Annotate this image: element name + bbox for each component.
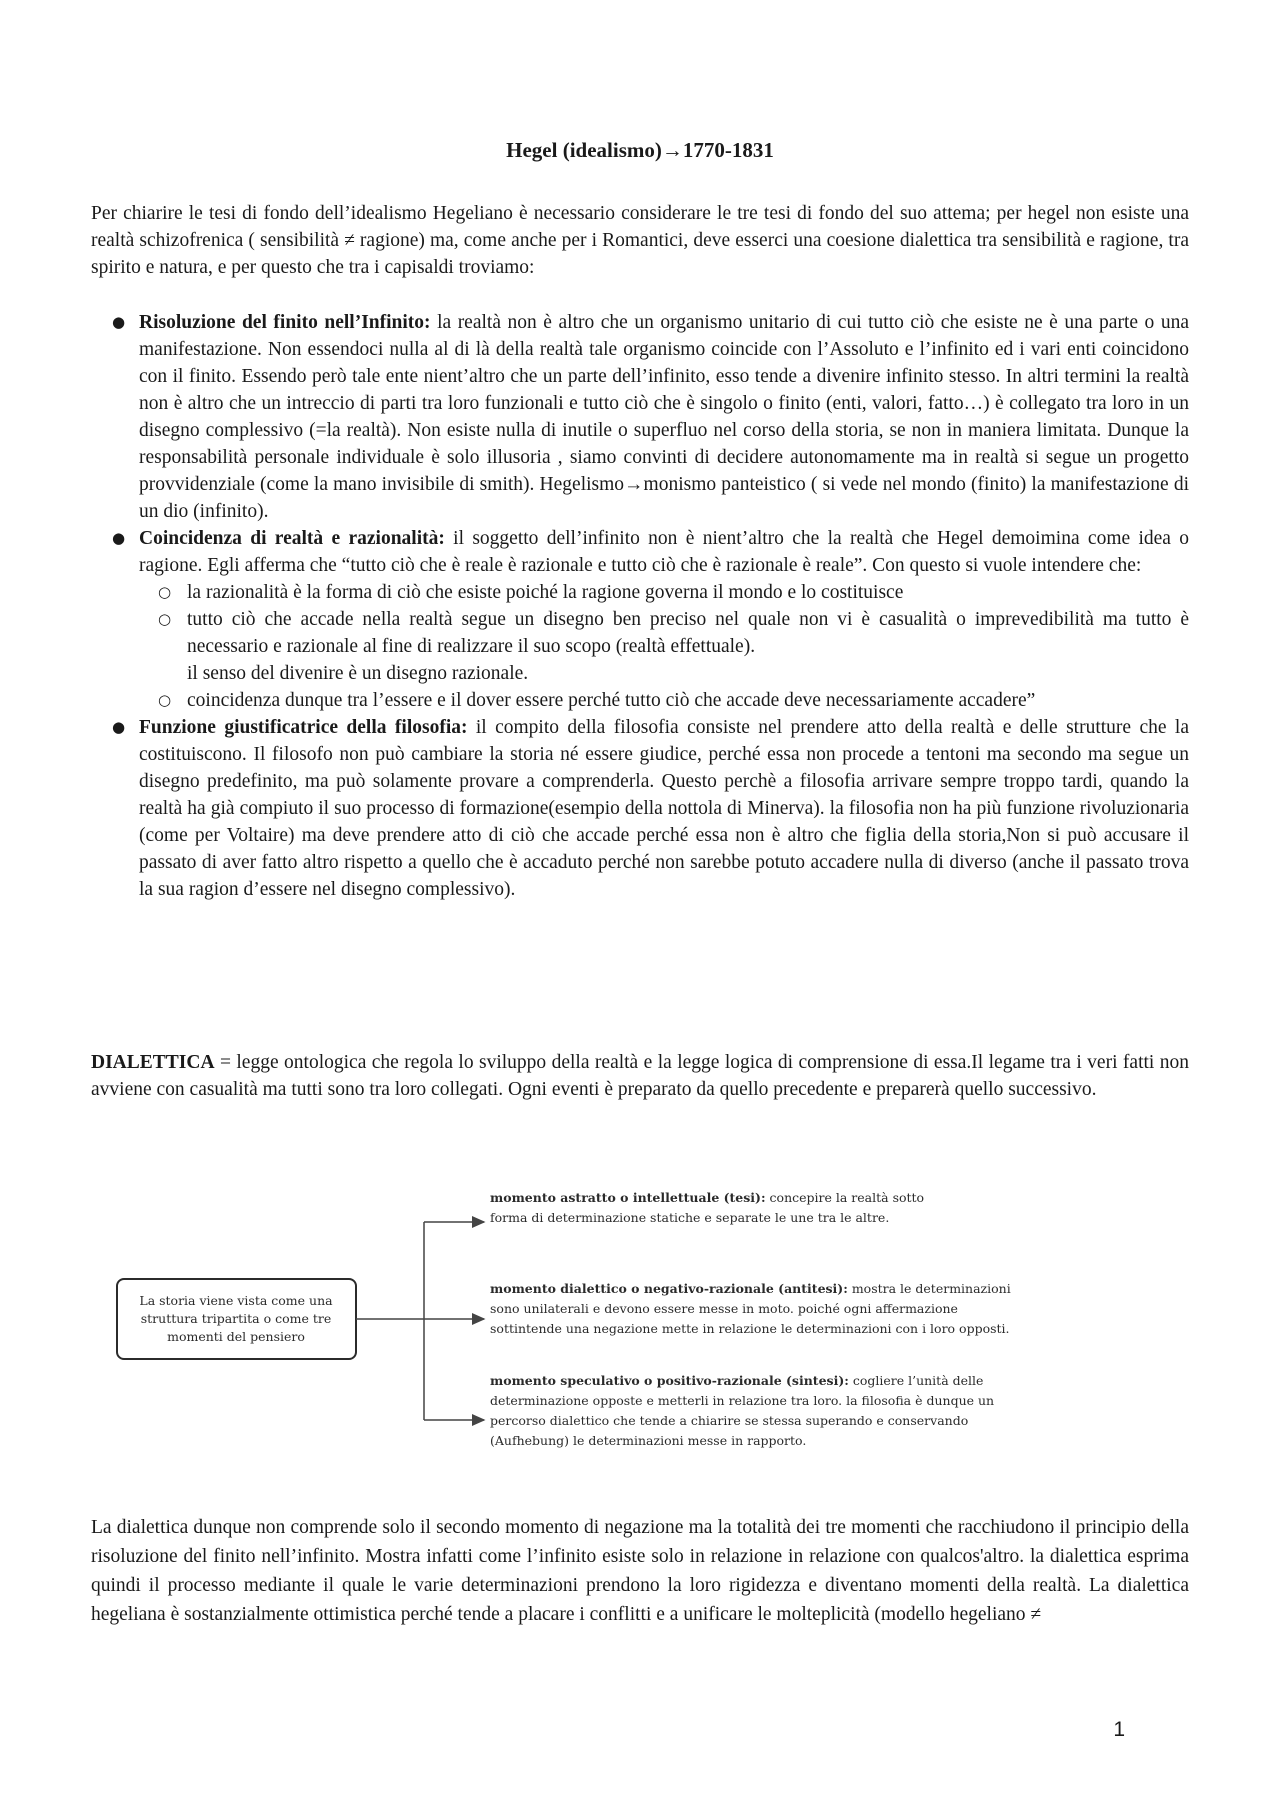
diagram-box-line: La storia viene vista come una — [139, 1293, 333, 1308]
intro-paragraph: Per chiarire le tesi di fondo dell’idealismo Hegeliano è necessario considerare le tre tesi di fondo del suo attema; per hegel non esiste una realtà schizofrenica ( sensibilità ≠ ragione) ma, come anche per i Romantici, deve esserci una coesione dialettica tra sensibilità e ragione, tra spirito e natura, e per questo che tra i capisaldi troviamo: — [91, 203, 1189, 278]
page-title: Hegel (idealismo)→1770-1831 — [506, 138, 774, 162]
branch-antithesis-line: sottintende una negazione mette in relazione le determinazioni con i loro opposti. — [490, 1321, 1010, 1336]
sub-item-extra: il senso del divenire è un disegno razionale. — [187, 663, 529, 684]
branch-synthesis-line: momento speculativo o positivo-razionale (sintesi): cogliere l’unità delle — [490, 1373, 984, 1388]
bullet-text: la realtà non è altro che un organismo unitario di cui tutto ciò che esiste ne è una parte o una manifestazione. Non essendoci nulla al di là della realtà tale organismo coincide con l’Assoluto e l’infinito ed i vari enti coincidono con il finito. Essendo però tale ente nient’altro che un parte dell’infinito, esso tende a divenire infinito stesso. In altri termini la realtà non è altro che un intreccio di parti tra loro funzionali e tutto ciò che è singolo o finito (enti, valori, fatto…) è collegato tra loro in un disegno complessivo (=la realtà). Non esiste nulla di inutile o superfluo nel corso della storia, se non in maniera limitata. Dunque la responsabilità personale individuale è solo illusoria , siamo convinti di decidere autonomamente ma in realtà si segue un progetto provvidenziale (come la mano invisibile di smith). Hegelismo→monismo panteistico ( si vede nel mondo (finito) la manifestazione di un dio (infinito). — [139, 312, 1190, 522]
bullet-heading: Coincidenza di realtà e razionalità: — [139, 528, 445, 549]
dialettica-text: = legge ontologica che regola lo sviluppo della realtà e la legge logica di comprensione di essa.Il legame tra i veri fatti non avviene con casualità ma tutti sono tra loro collegati. Ogni eventi è preparato da quello precedente e preparerà quello successivo. — [91, 1052, 1189, 1100]
sub-item-text: coincidenza dunque tra l’essere e il dover essere perché tutto ciò che accade deve necessariamente accadere” — [187, 690, 1036, 711]
branch-synthesis-line: percorso dialettico che tende a chiarire se stessa superando e conservando — [490, 1413, 969, 1428]
bullet-heading: Risoluzione del finito nell’Infinito: — [139, 312, 431, 333]
diagram-box-line: struttura tripartita o come tre — [140, 1311, 332, 1326]
bullet-text: il soggetto dell’infinito non è nient’altro che la realtà che Hegel demoimina come idea o ragione. Egli afferma che “tutto ciò che è reale è razionale e tutto ciò che è razionale è reale”. Con questo si vuole intendere che: — [139, 528, 1189, 576]
sub-item-text: la razionalità è la forma di ciò che esiste poiché la ragione governa il mondo e lo costituisce — [187, 582, 904, 603]
bullet-heading: Funzione giustificatrice della filosofia: — [139, 717, 468, 738]
branch-antithesis-line: momento dialettico o negativo-razionale (antitesi): mostra le determinazioni — [490, 1281, 1011, 1296]
final-paragraph: La dialettica dunque non comprende solo il secondo momento di negazione ma la totalità dei tre momenti che racchiudono il principio della risoluzione del finito nell’infinito. Mostra infatti come l’infinito esiste solo in relazione in relazione con qualcos'altro. la dialettica esprima quindi il processo mediante il quale le varie determinazioni prendono la loro rigidezza e diventano momenti della realtà. La dialettica hegeliana è sostanzialmente ottimistica perché tende a placare i conflitti e a unificare le molteplicità (modello hegeliano ≠ — [91, 1517, 1189, 1625]
branch-synthesis-line: (Aufhebung) le determinazioni messe in rapporto. — [490, 1433, 807, 1448]
sub-item-text: tutto ciò che accade nella realtà segue un disegno ben preciso nel quale non vi è casualità o imprevedibilità ma tutto è necessario e razionale al fine di realizzare il suo scopo (realtà effettuale). — [187, 609, 1189, 657]
branch-thesis-line: forma di determinazione statiche e separate le une tra le altre. — [490, 1210, 890, 1225]
diagram-box-line: momenti del pensiero — [167, 1329, 305, 1344]
page-number: 1 — [1113, 1718, 1125, 1741]
branch-antithesis-line: sono unilaterali e devono essere messe in moto. poiché ogni affermazione — [490, 1301, 958, 1316]
branch-thesis-line: momento astratto o intellettuale (tesi): concepire la realtà sotto — [490, 1190, 925, 1205]
dialettica-term: DIALETTICA — [91, 1052, 215, 1073]
bullet-text: il compito della filosofia consiste nel prendere atto della realtà e delle strutture che la costituiscono. Il filosofo non può cambiare la storia né essere giudice, perché essa non procede a tentoni ma secondo ma segue un disegno predefinito, ma può solamente provare a comprenderla. Questo perchè a filosofia arrivare sempre troppo tardi, quando la realtà ha già compiuto il suo processo di formazione(esempio della nottola di Minerva). la filosofia non ha più funzione rivoluzionaria (come per Voltaire) ma deve prendere atto di ciò che accade perché essa non è altro che figlia della storia,Non si può accusare il passato di aver fatto altro rispetto a quello che è accaduto perché non sarebbe potuto accadere nulla di diverso (anche il passato trova la sua ragion d’essere nel disegno complessivo). — [139, 717, 1189, 900]
branch-synthesis-line: determinazione opposte e metterli in relazione tra loro. la filosofia è dunque un — [490, 1393, 995, 1408]
